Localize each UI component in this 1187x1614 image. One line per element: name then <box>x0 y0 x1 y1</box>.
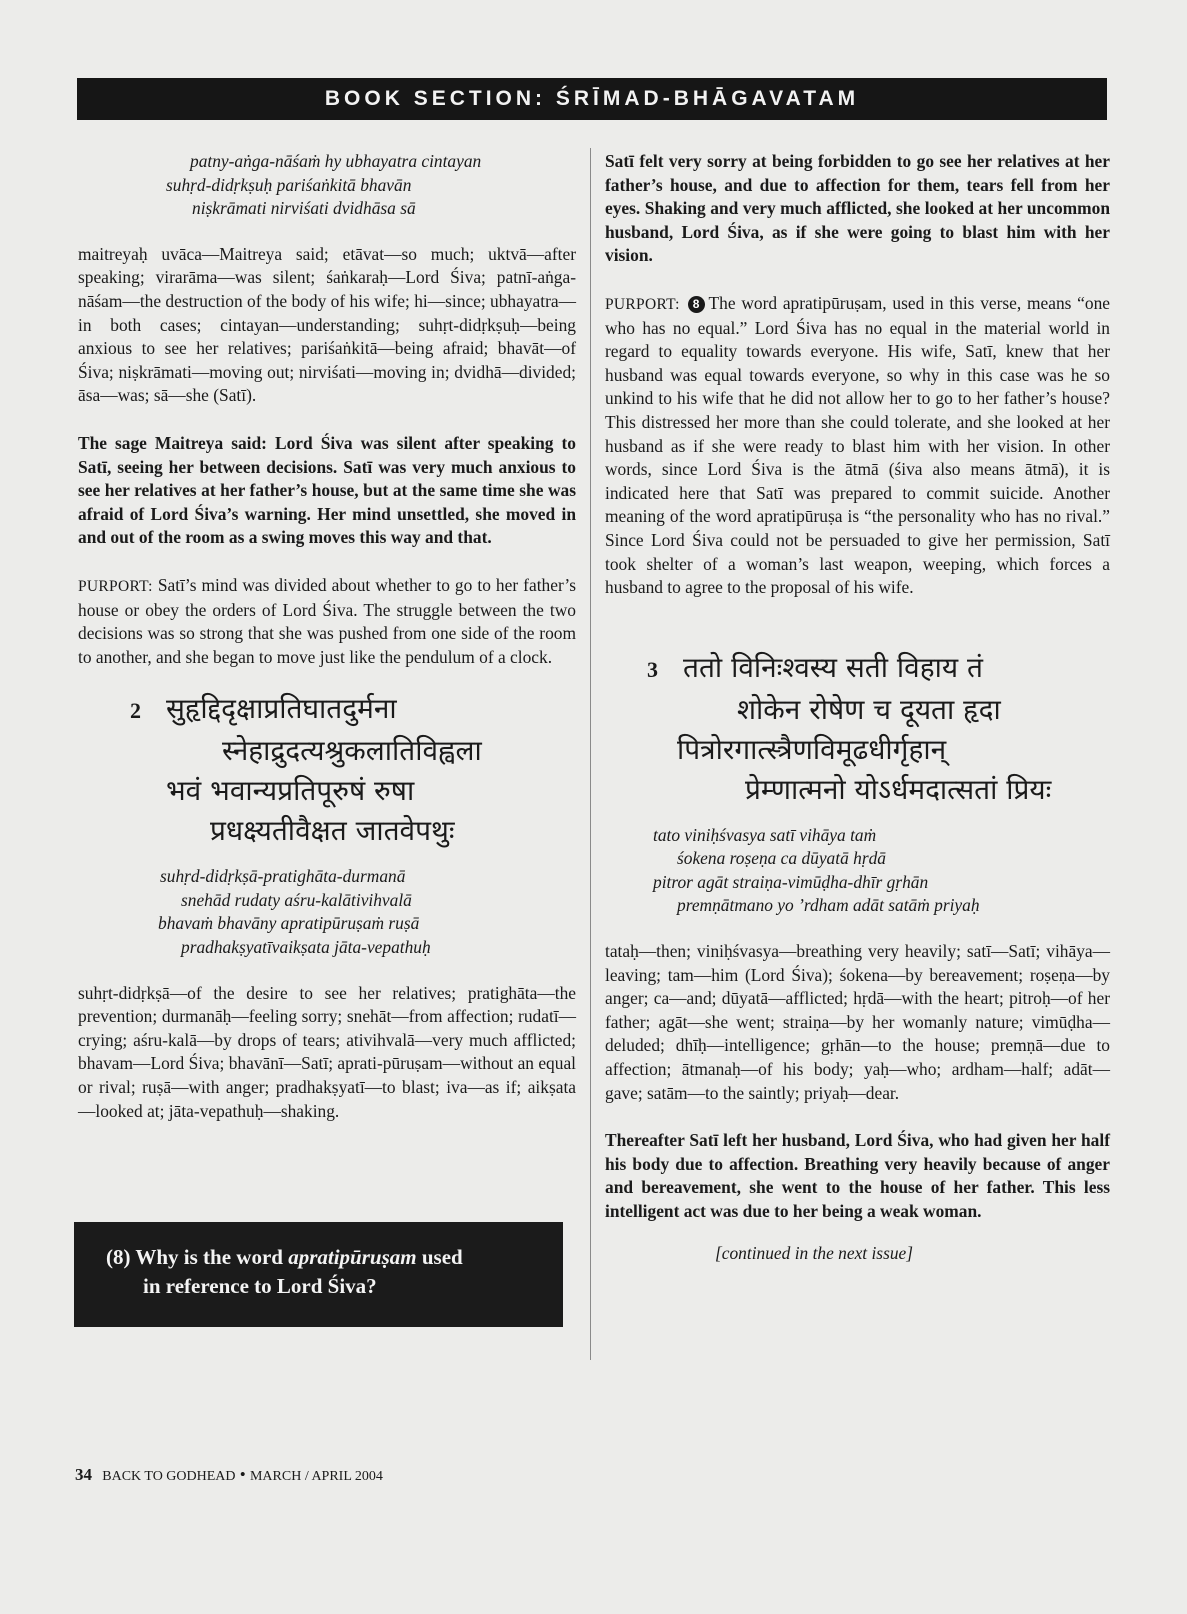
question-box <box>74 1222 563 1327</box>
question-suffix: used <box>421 1245 463 1269</box>
magazine-name: BACK TO GODHEAD <box>102 1469 236 1484</box>
devanagari-line: स्नेहाद्रुदत्यश्रुकलातिविह्वला <box>222 734 482 768</box>
verse-2-devanagari <box>78 689 576 851</box>
issue-date: MARCH / APRIL 2004 <box>249 1469 383 1484</box>
devanagari-line: शोकेन रोषेण च दूयता हृदा <box>737 692 1001 726</box>
footer-bullet: • <box>239 1465 246 1484</box>
question-term: apratipūruṣam <box>288 1245 417 1269</box>
purport-label: PURPORT: <box>605 295 680 313</box>
question-line-2: in reference to Lord Śiva? <box>143 1274 377 1298</box>
verse-line: niṣkrāmati nirviśati dvidhāsa sā <box>192 198 416 219</box>
synonyms-1: maitreyaḥ uvāca—Maitreya said; etāvat—so much; uktvā—after speaking; virarāma—was silent; śaṅkaraḥ—Lord Śiva; patnī-aṅga-nāśam—the destruction of the body of his wife; hi—since; ubhayatra—in both cases; cintayan—understanding; suhṛt-didṛkṣuḥ—being anxious to see her relatives; pariśaṅkitā—being afraid; bhavāt—of Śiva; niṣkrāmati—moving out; nirviśati—moving in; dvidhā—divided; āsa—was; sā—she (Satī). <box>78 243 576 406</box>
verse-line: śokena roṣeṇa ca dūyatā hṛdā <box>677 848 886 869</box>
devanagari-line: भवं भवान्यप्रतिपूरुषं रुषा <box>166 774 415 808</box>
verse-2-roman <box>78 865 576 959</box>
question-marker-icon: 8 <box>688 296 705 313</box>
section-banner <box>77 78 1107 120</box>
devanagari-line: प्रेम्णात्मनो योऽर्धमदात्सतां प्रियः <box>745 772 1052 806</box>
verse-1-roman <box>78 150 576 221</box>
verse-number: 2 <box>130 698 141 724</box>
continued-note: [continued in the next issue] <box>715 1242 914 1263</box>
purport-label: PURPORT: <box>78 577 153 595</box>
devanagari-line: प्रधक्ष्यतीवैक्षत जातवेपथुः <box>210 814 455 848</box>
verse-line: pitror agāt straiṇa-vimūḍha-dhīr gṛhān <box>653 871 929 892</box>
verse-3-roman <box>605 824 1110 918</box>
page-footer <box>75 1465 383 1485</box>
question-line-1 <box>106 1243 543 1272</box>
purport-text: The word apratipūruṣam, used in this verse, means “one who has no equal.” Lord Śiva has no equal in the material world in regard to equality towards everyone. His wife, Satī, knew that her husband was equal towards everyone, so why in this case was he so unkind to his wife that he did not allow her to go to her father’s house? This distressed her more than she could tolerate, and she looked at her husband as if she were ready to blast him with her vision. In other words, since Lord Śiva is the ātmā (śiva also means ātmā), it is indicated here that Satī was prepared to commit suicide. Another meaning of the word apratipūruṣa is “the personality who has no rival.” Since Lord Śiva could not be persuaded to give her permission, Satī took shelter of a woman’s last weapon, weeping, which forces a husband to agree to the proposal of his wife. <box>605 292 1110 598</box>
synonyms-3: tataḥ—then; viniḥśvasya—breathing very heavily; satī—Satī; vihāya—leaving; tam—him (Lord Śiva); śokena—by bereavement; roṣeṇa—by anger; ca—and; dūyatā—afflicted; hṛdā—with the heart; pitroḥ—of her father; agāt—she went; straiṇa—by her womanly nature; vimūḍha—deluded; dhīḥ—intelligence; gṛhān—to the house; premṇā—due to affection; ātmanaḥ—of his body; yaḥ—who; ardham—half; adāt—gave; satām—to the saintly; priyaḥ—dear. <box>605 941 1110 1103</box>
verse-line: pradhakṣyatīvaikṣata jāta-vepathuḥ <box>181 937 431 958</box>
verse-line: patny-aṅga-nāśaṁ hy ubhayatra cintayan <box>190 151 482 171</box>
synonyms-2: suhṛt-didṛkṣā—of the desire to see her relatives; pratighāta—the prevention; durmanāḥ—feeling sorry; snehāt—from affection; rudatī—crying; aśru-kalā—by drops of tears; ativihvalā—very much afflicted; bhavam—Lord Śiva; bhavānī—Satī; aprati-pūruṣam—without an equal or rival; ruṣā—with anger; pradhakṣyatī—to blast; iva—as if; aikṣata—looked at; jāta-vepathuḥ—shaking. <box>78 982 576 1121</box>
verse-line: suhṛd-didṛkṣuḥ pariśaṅkitā bhavān <box>166 174 412 195</box>
purport-2 <box>605 292 1110 600</box>
verse-line: premṇātmano yo ’rdham adāt satāṁ priyaḥ <box>677 895 980 916</box>
verse-number: 3 <box>647 656 658 682</box>
devanagari-line: पित्रोरगात्स्त्रैणविमूढधीर्गृहान् <box>677 732 947 766</box>
verse-3-devanagari <box>605 648 1110 810</box>
verse-line: tato viniḥśvasya satī vihāya taṁ <box>653 824 877 845</box>
banner-title: BOOK SECTION: ŚRĪMAD-BHĀGAVATAM <box>324 87 860 110</box>
translation-1: The sage Maitreya said: Lord Śiva was silent after speaking to Satī, seeing her between decisions. Satī was very much anxious to see her relatives at her father’s house, but at the same time she was afraid of Lord Śiva’s warning. Her mind unsettled, she moved in and out of the room as a swing moves this way and that. <box>78 432 576 548</box>
translation-2: Satī felt very sorry at being forbidden to go see her relatives at her father’s house, and due to affection for them, tears fell from her eyes. Shaking and very much afflicted, she looked at her uncommon husband, Lord Śiva, as if she were going to blast him with her vision. <box>605 151 1110 266</box>
question-prefix: (8) Why is the word <box>106 1245 283 1269</box>
right-column <box>605 150 1110 1265</box>
verse-line: snehād rudaty aśru-kalātivihvalā <box>181 889 412 910</box>
devanagari-line: सुहृद्दिदृक्षाप्रतिघातदुर्मना <box>166 692 397 726</box>
translation-3: Thereafter Satī left her husband, Lord Śiva, who had given her half his body due to affection. Breathing very heavily because of anger and bereavement, she went to the house of her father. This less intelligent act was due to her being a weak woman. <box>605 1130 1110 1221</box>
devanagari-line: ततो विनिःश्वस्य सती विहाय तं <box>683 650 983 684</box>
column-divider <box>590 148 591 1360</box>
verse-line: bhavaṁ bhavāny apratipūruṣaṁ ruṣā <box>158 913 420 934</box>
left-column <box>78 150 576 1123</box>
purport-text: Satī’s mind was divided about whether to go to her father’s house or obey the orders of Lord Śiva. The struggle between the two decisions was so strong that she was pushed from one side of the room to another, and she began to move just like the pendulum of a clock. <box>78 574 576 667</box>
purport-1 <box>78 574 576 669</box>
verse-line: suhṛd-didṛkṣā-pratighāta-durmanā <box>160 866 406 887</box>
page-number: 34 <box>75 1465 92 1484</box>
